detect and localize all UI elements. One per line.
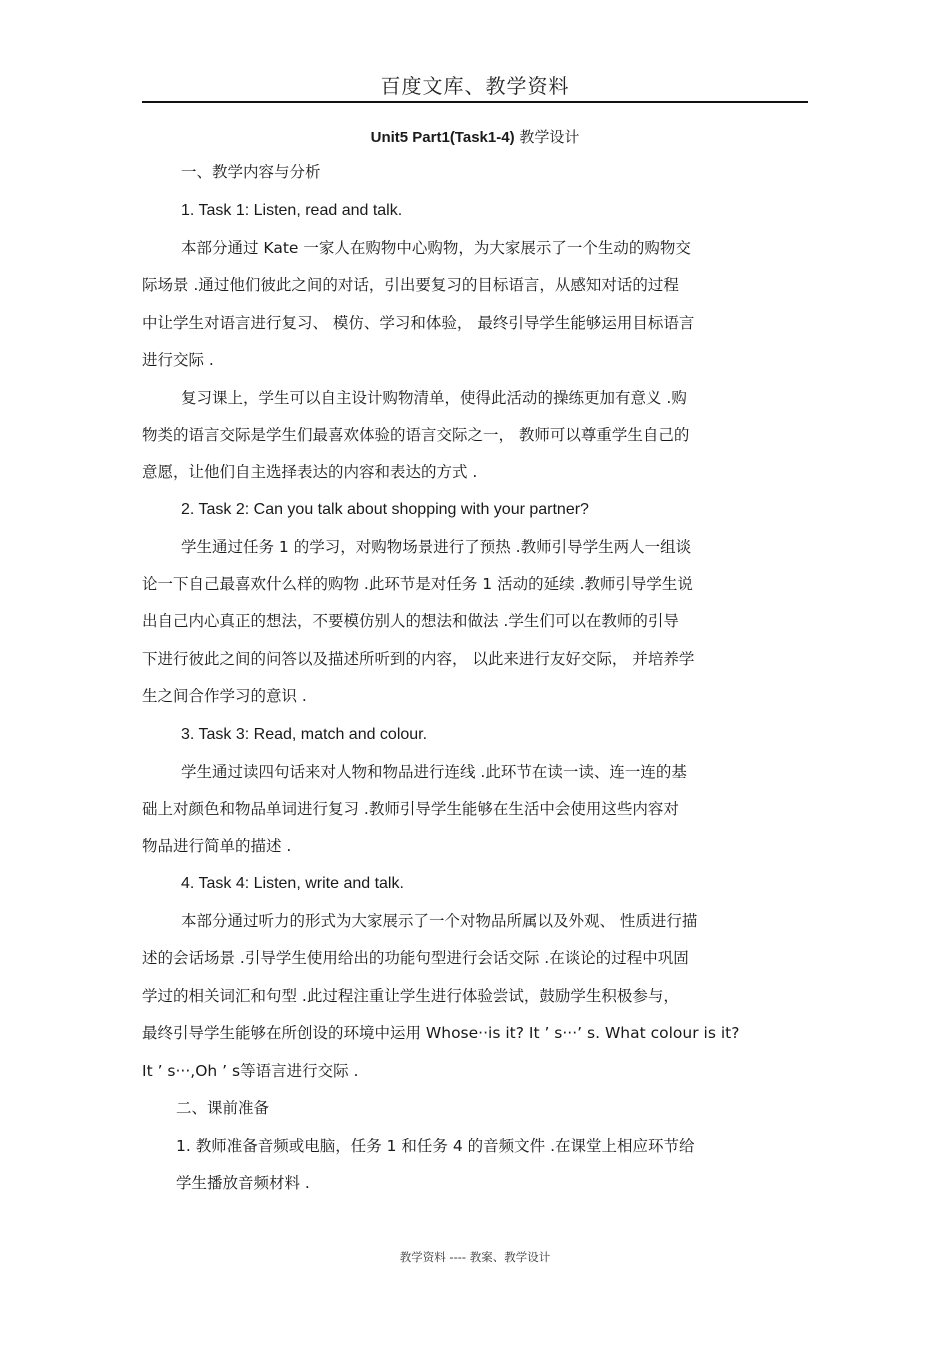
paragraph-line: 础上对颜色和物品单词进行复习 .教师引导学生能够在生活中会使用这些内容对 [142,800,679,818]
document-title-en: Unit5 Part1(Task1-4) [370,129,515,146]
paragraph-line: 最终引导学生能够在所创设的环境中运用 Whose··is it? It ’ s···’ s. What colour is it? [142,1024,740,1042]
paragraph-line: 生之间合作学习的意识 . [142,687,307,705]
task2-heading: 2. Task 2: Can you talk about shopping with your partner? [181,501,589,518]
paragraph-line: 际场景 .通过他们彼此之间的对话，引出要复习的目标语言，从感知对话的过程 [142,276,679,294]
header-divider [142,101,808,103]
paragraph-line: 出自己内心真正的想法，不要模仿别人的想法和做法 .学生们可以在教师的引导 [142,612,679,630]
task1-heading: 1. Task 1: Listen, read and talk. [181,202,403,219]
page-footer: 教学资料 ---- 教案、教学设计 [399,1250,551,1264]
header-title: 百度文库、教学资料 [380,74,570,98]
paragraph-line: 学生通过任务 1 的学习，对购物场景进行了预热 .教师引导学生两人一组谈 [181,538,692,556]
paragraph-line: 意愿，让他们自主选择表达的内容和表达的方式 . [142,463,478,481]
paragraph-line: 本部分通过听力的形式为大家展示了一个对物品所属以及外观、 性质进行描 [181,912,698,930]
paragraph-line: 本部分通过 Kate 一家人在购物中心购物，为大家展示了一个生动的购物交 [181,239,691,257]
document-title [0,126,950,147]
paragraph-line: 物类的语言交际是学生们最喜欢体验的语言交际之一， 教师可以尊重学生自己的 [142,426,690,444]
task3-heading: 3. Task 3: Read, match and colour. [181,726,428,743]
paragraph-line: 进行交际 . [142,351,214,369]
paragraph-line: 学生播放音频材料 . [176,1174,310,1192]
paragraph-line: 下进行彼此之间的问答以及描述所听到的内容， 以此来进行友好交际， 并培养学 [142,650,695,668]
paragraph-line: 论一下自己最喜欢什么样的购物 .此环节是对任务 1 活动的延续 .教师引导学生说 [142,575,693,593]
paragraph-line: 1. 教师准备音频或电脑，任务 1 和任务 4 的音频文件 .在课堂上相应环节给 [176,1137,695,1155]
task4-heading: 4. Task 4: Listen, write and talk. [181,875,404,892]
paragraph-line: 物品进行简单的描述 . [142,837,292,855]
paragraph-line: 中让学生对语言进行复习、 模仿、学习和体验， 最终引导学生能够运用目标语言 [142,314,695,332]
document-title-cn: 教学设计 [519,128,580,146]
paragraph-line: 学生通过读四句话来对人物和物品进行连线 .此环节在读一读、连一连的基 [181,763,687,781]
paragraph-line: 复习课上，学生可以自主设计购物清单，使得此活动的操练更加有意义 .购 [181,389,687,407]
paragraph-line: 述的会话场景 .引导学生使用给出的功能句型进行会话交际 .在谈论的过程中巩固 [142,949,689,967]
paragraph-line: It ’ s···,Oh ’ s等语言进行交际 . [142,1062,359,1080]
paragraph-line: 学过的相关词汇和句型 .此过程注重让学生进行体验尝试，鼓励学生积极参与， [142,987,679,1005]
section-heading-content-analysis: 一、教学内容与分析 [181,163,321,181]
section-heading-preparation: 二、课前准备 [176,1099,270,1117]
